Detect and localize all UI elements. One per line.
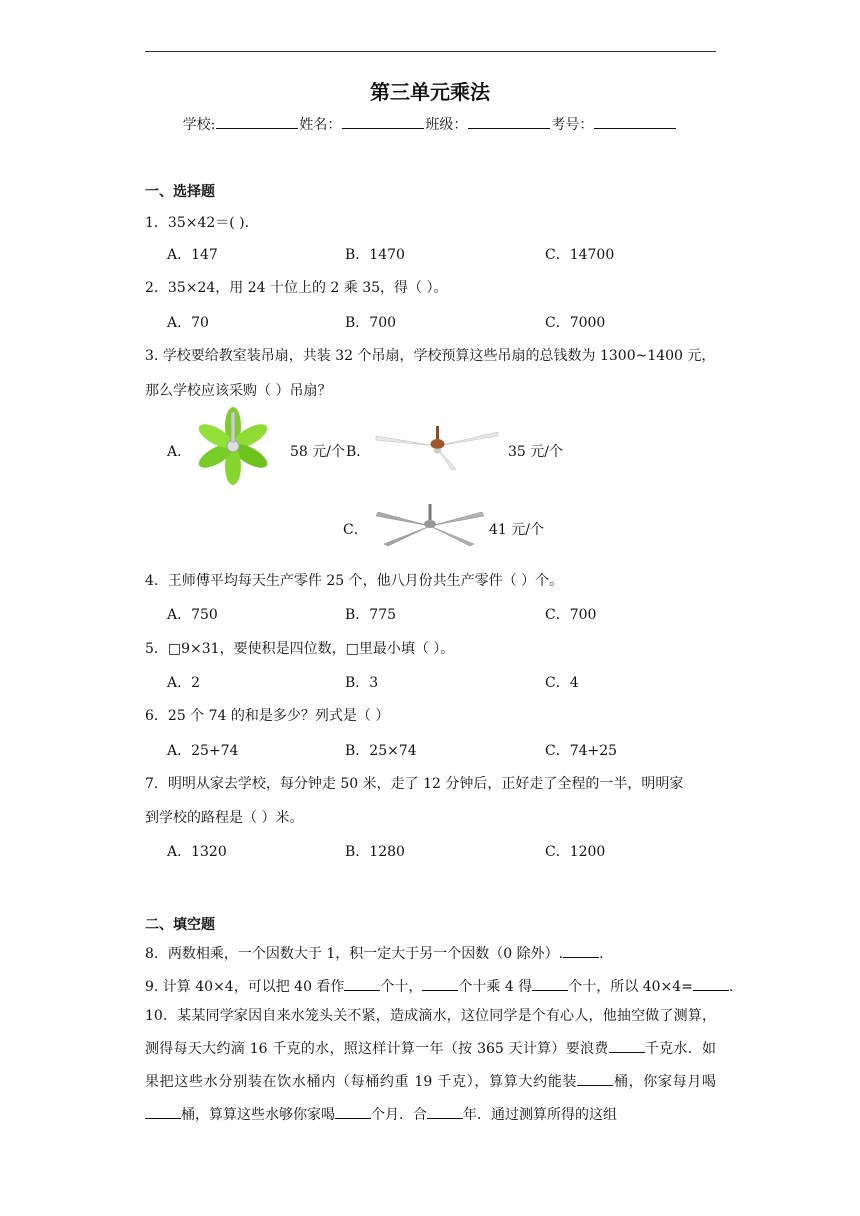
- silver-ceiling-fan-image: [374, 502, 486, 548]
- q10-blank-5[interactable]: [427, 1106, 463, 1119]
- q9-text-2: 个十，: [380, 979, 423, 995]
- q3-option-a-label[interactable]: A．: [167, 444, 192, 460]
- q10-blank-1[interactable]: [609, 1040, 645, 1053]
- q3-option-a-price: 58 元/个: [290, 444, 345, 460]
- q3-option-c-label[interactable]: C．: [343, 522, 368, 538]
- q6-option-c[interactable]: C．74+25: [545, 743, 618, 759]
- student-info-line: [0, 114, 860, 134]
- q1-option-c[interactable]: C．14700: [545, 247, 615, 263]
- q7-option-c[interactable]: C．1200: [545, 844, 606, 860]
- question-6: 6．25 个 74 的和是多少？列式是（ ）: [145, 708, 390, 724]
- q4-option-c[interactable]: C．700: [545, 607, 597, 623]
- brown-ceiling-fan-image: [374, 424, 500, 470]
- school-blank[interactable]: [216, 115, 298, 129]
- q10-text-1: 10．某某同学家因自来水笼头关不紧，造成滴水，这位同学是个有心人，他抽空做了测算，测得每天大约滴 16 千克的水，照这样计算一年（按 365 天计算）要浪费: [145, 1008, 716, 1057]
- question-2: 2．35×24，用 24 十位上的 2 乘 35，得（ ）。: [145, 280, 448, 296]
- q10-blank-2[interactable]: [577, 1073, 613, 1086]
- q3-option-b-price: 35 元/个: [508, 444, 563, 460]
- q10-text-4: 桶，算算这些水够你家喝: [181, 1107, 335, 1123]
- question-10: [145, 1000, 716, 1132]
- q9-text-5: .: [728, 979, 734, 995]
- q3-option-c-price: 41 元/个: [489, 522, 544, 538]
- q9-text-4: 个十，所以 40×4=: [568, 979, 693, 995]
- q2-option-a[interactable]: A．70: [167, 315, 209, 331]
- question-9: [145, 976, 733, 996]
- q5-option-b[interactable]: B．3: [345, 675, 379, 691]
- class-label: 班级：: [425, 117, 468, 133]
- q10-blank-4[interactable]: [335, 1106, 371, 1119]
- q10-text-3: 桶，你家每月喝: [613, 1074, 717, 1090]
- q9-text-1: 9. 计算 40×4，可以把 40 看作: [145, 979, 345, 995]
- q7-option-b[interactable]: B．1280: [345, 844, 405, 860]
- q10-blank-3[interactable]: [145, 1106, 181, 1119]
- q4-option-a[interactable]: A．750: [167, 607, 218, 623]
- question-7-line-1: 7．明明从家去学校，每分钟走 50 米，走了 12 分钟后，正好走了全程的一半，明明家: [145, 776, 684, 792]
- class-blank[interactable]: [468, 115, 550, 129]
- question-3-line-2: 那么学校应该采购（ ）吊扇？: [145, 383, 332, 399]
- green-fan-image: [196, 412, 270, 478]
- q7-option-a[interactable]: A．1320: [167, 844, 227, 860]
- q10-text-5: 个月．合: [371, 1107, 427, 1123]
- question-1: 1．35×42＝( ).: [145, 215, 250, 231]
- q6-option-b[interactable]: B．25×74: [345, 743, 417, 759]
- q2-option-c[interactable]: C．7000: [545, 315, 606, 331]
- question-4: 4．王师傅平均每天生产零件 25 个，他八月份共生产零件（ ）个。: [145, 573, 564, 589]
- q9-blank-4[interactable]: [693, 978, 729, 991]
- question-7-line-2: 到学校的路程是（ ）米。: [145, 810, 304, 826]
- header-rule: [145, 51, 716, 52]
- section-choice-heading: 一、选择题: [145, 184, 215, 200]
- q6-option-a[interactable]: A．25+74: [167, 743, 239, 759]
- q10-text-2: 千克水．如果把这些水分别装在饮水桶内（每桶约重 19 千克），算算大约能装: [145, 1041, 717, 1090]
- q8-end: .: [599, 946, 604, 962]
- q9-blank-3[interactable]: [532, 978, 568, 991]
- exam-no-label: 考号：: [551, 117, 594, 133]
- q9-blank-2[interactable]: [422, 978, 458, 991]
- name-blank[interactable]: [342, 115, 424, 129]
- q2-option-b[interactable]: B．700: [345, 315, 397, 331]
- page-title: 第三单元乘法: [370, 80, 490, 104]
- q9-blank-1[interactable]: [344, 978, 380, 991]
- q1-option-a[interactable]: A．147: [167, 247, 218, 263]
- school-label: 学校:: [182, 117, 216, 133]
- question-5: 5．□9×31，要使积是四位数，□里最小填（ ）。: [145, 641, 455, 657]
- q10-text-6: 年．通过测算所得的这组: [463, 1107, 617, 1123]
- q4-option-b[interactable]: B．775: [345, 607, 397, 623]
- question-8: [145, 943, 604, 963]
- q5-option-a[interactable]: A．2: [167, 675, 201, 691]
- q5-option-c[interactable]: C．4: [545, 675, 579, 691]
- exam-no-blank[interactable]: [594, 115, 676, 129]
- q9-text-3: 个十乘 4 得: [458, 979, 533, 995]
- name-label: 姓名：: [299, 117, 342, 133]
- q8-text: 8．两数相乘，一个因数大于 1，积一定大于另一个因数（0 除外）.: [145, 946, 564, 962]
- q3-option-b-label[interactable]: B．: [346, 444, 371, 460]
- q1-option-b[interactable]: B．1470: [345, 247, 405, 263]
- section-fill-heading: 二、填空题: [145, 917, 215, 933]
- question-3-line-1: 3. 学校要给教室装吊扇，共装 32 个吊扇，学校预算这些吊扇的总钱数为 1300~1400 元，: [145, 348, 716, 364]
- q8-blank[interactable]: [563, 945, 599, 958]
